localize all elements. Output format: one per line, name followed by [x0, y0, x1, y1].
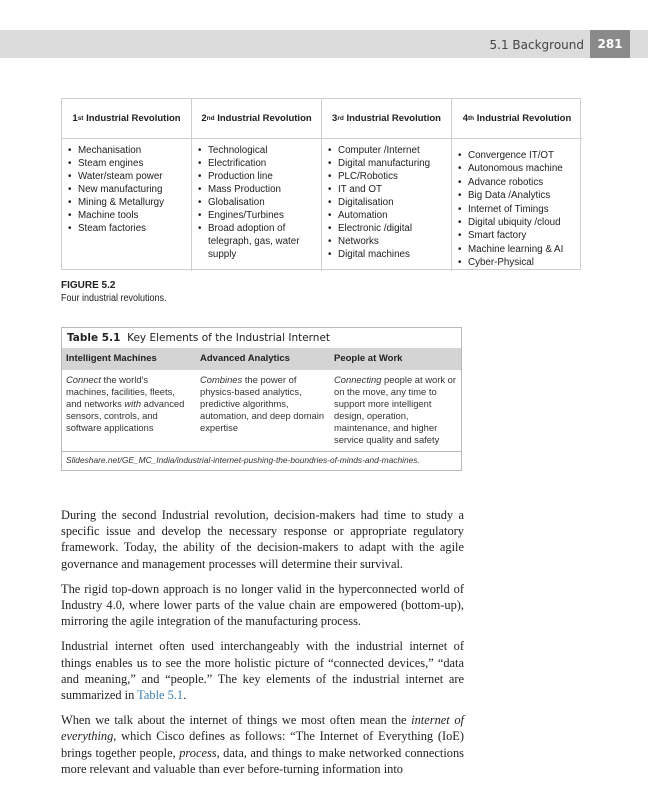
revolution-header-2: 2 nd Industrial Revolution	[192, 99, 322, 139]
figure-label: FIGURE 5.2	[61, 280, 116, 291]
revolution-list-2	[192, 139, 322, 271]
list-item: • Networks	[328, 235, 445, 248]
table-row	[62, 370, 461, 450]
list-item: • Smart factory	[458, 229, 576, 242]
table-cell: Connect the world's machines, facilities, fleets, and networks with advanced sensors, controls, and software applications	[66, 374, 185, 433]
section-title: 5.1 Background	[489, 38, 584, 52]
table-reference-link[interactable]: Table 5.1	[137, 688, 184, 703]
list-item: • Computer /Internet	[328, 144, 445, 157]
table-header-row	[62, 348, 461, 370]
list-item: • PLC/Robotics	[328, 170, 445, 183]
list-item: • Electrification	[198, 157, 315, 170]
column-header: People at Work	[334, 353, 403, 364]
list-item: • Water/steam power	[68, 170, 185, 183]
table-cell: Combines the power of physics-based analytics, predictive algorithms, automation, and deep domain expertise	[200, 374, 325, 433]
page-number: 281	[590, 30, 630, 58]
list-item: • Automation	[328, 209, 445, 222]
list-item: • Digital ubiquity /cloud	[458, 216, 576, 229]
figure-caption: Four industrial revolutions.	[61, 293, 167, 304]
list-item: • Mass Production	[198, 183, 315, 196]
paragraph: The rigid top-down approach is no longer valid in the hyperconnected world of Industry 4.0, where lower parts of the value chain are empowered (bottom-up), mirroring the agile integration of the manufacturing process.	[61, 581, 464, 629]
industrial-revolutions-figure	[61, 98, 581, 270]
list-item: • IT and OT	[328, 183, 445, 196]
table-title: Table 5.1 Key Elements of the Industrial Internet	[67, 332, 331, 344]
list-item: • Production line	[198, 170, 315, 183]
revolution-header-3: 3 rd Industrial Revolution	[322, 99, 452, 139]
list-item: • Technological	[198, 144, 315, 157]
revolution-list-1	[62, 139, 192, 271]
list-item: • Electronic /digital	[328, 222, 445, 235]
table-5-1	[61, 327, 462, 471]
list-item: • Digitalisation	[328, 196, 445, 209]
list-item: • New manufacturing	[68, 183, 185, 196]
column-header: Advanced Analytics	[200, 353, 290, 364]
column-header: Intelligent Machines	[66, 353, 157, 364]
list-item: • Steam engines	[68, 157, 185, 170]
list-item: • Machine tools	[68, 209, 185, 222]
list-item: • Digital manufacturing	[328, 157, 445, 170]
list-item: • Mechanisation	[68, 144, 185, 157]
list-item: • Autonomous machine	[458, 162, 576, 175]
list-item: • Digital machines	[328, 248, 445, 261]
table-source: Slideshare.net/GE_MC_India/industrial-internet-pushing-the-boundries-of-minds-and-machines.	[62, 451, 461, 468]
list-item: • Convergence IT/OT	[458, 149, 576, 162]
list-item: • Mining & Metallurgy	[68, 196, 185, 209]
revolution-header-1: 1 st Industrial Revolution	[62, 99, 192, 139]
list-item: • Broad adoption of telegraph, gas, water supply	[198, 222, 315, 261]
running-header	[0, 30, 648, 58]
paragraph: Industrial internet often used interchangeably with the industrial internet of things enables us to see the more holistic picture of “connected devices,” “data and meaning,” and “people.” The key elements of the industrial internet are summarized in Table 5.1.	[61, 639, 464, 703]
list-item: • Big Data /Analytics	[458, 189, 576, 202]
list-item: • Internet of Timings	[458, 203, 576, 216]
revolution-header-4: 4 th Industrial Revolution	[452, 99, 582, 139]
table-cell: Connecting people at work or on the move, any time to support more intelligent design, operation, maintenance, and higher service quality and safety	[334, 374, 456, 445]
revolution-list-3	[322, 139, 452, 271]
list-item: • Globalisation	[198, 196, 315, 209]
paragraph: During the second Industrial revolution, decision-makers had time to study a specific issue and develop the necessary response or appropriate regulatory framework. Today, the ability of the decision-makers to adapt with the agile governance and management processes will determine their survival.	[61, 508, 464, 571]
list-item: • Engines/Turbines	[198, 209, 315, 222]
list-item: • Machine learning & AI	[458, 243, 576, 256]
revolution-list-4	[452, 139, 582, 271]
paragraph: When we talk about the internet of things we most often mean the internet of everything, which Cisco defines as follows: “The Internet of Everything (IoE) brings together people, process, data, and things to make networked connections more relevant and valuable than ever before-turning information into	[61, 713, 464, 776]
list-item: • Advance robotics	[458, 176, 576, 189]
list-item: • Cyber-Physical	[458, 256, 576, 269]
list-item: • Steam factories	[68, 222, 185, 235]
body-text	[61, 507, 464, 786]
